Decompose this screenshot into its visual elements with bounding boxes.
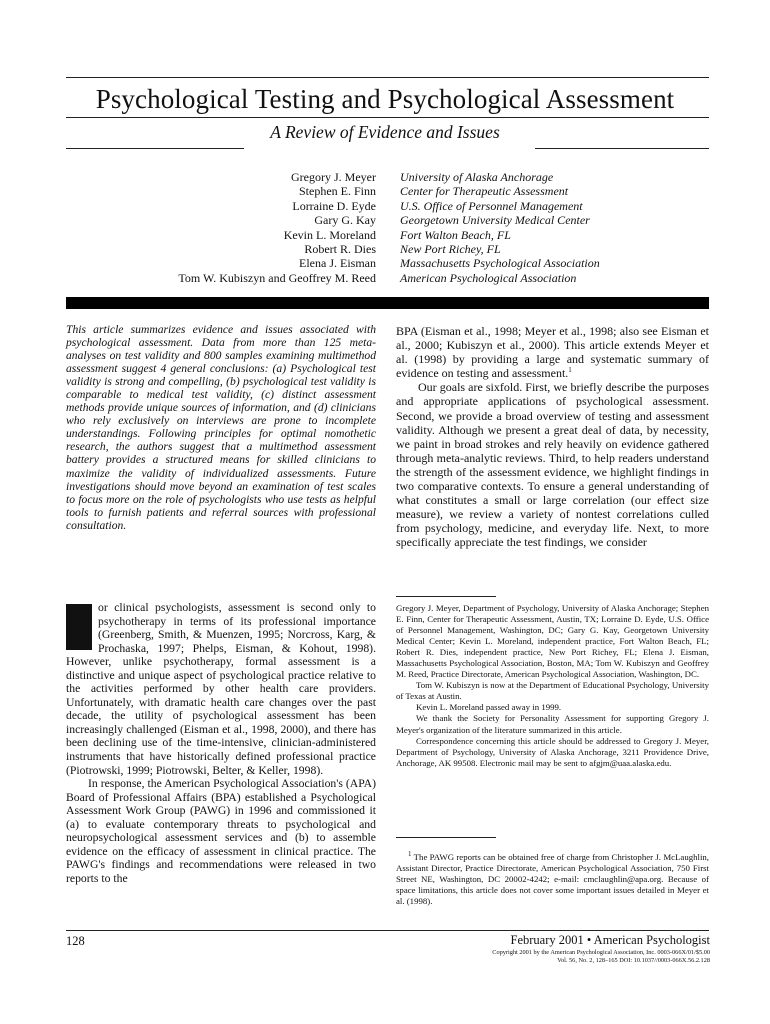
author-notes-separator <box>396 596 496 597</box>
affiliation: American Psychological Association <box>400 270 577 285</box>
footnote-text: The PAWG reports can be obtained free of charge from Christopher J. McLaughlin, Assistant Director, Practice Directorate, American Psychological Association, 750 First Street NE, Washington, DC 20002-4242; e-mail: cmclaughlin@apa.org. Because of space limitations, this article does not cover some important issues detailed in Meyer et al. (1998). <box>396 851 710 906</box>
author-note: Correspondence concerning this article should be addressed to Gregory J. Meyer, Department of Psychology, University of Alaska Anchorage, 3211 Providence Drive, Anchorage, AK 99508. Electronic mail may be sent to afgjm@uaa.alaska.edu. <box>396 735 709 768</box>
body-paragraph: or clinical psychologists, assessment is second only to psychotherapy in terms of its professional importance (Greenberg, Smith, & Muenzen, 1995; Norcross, Karg, & Prochaska, 1997; Phelps, Eisman, & Kohout, 1998). However, unlike psychotherapy, formal assessment is a distinctive and unique aspect of psychological practice relative to the activities performed by other health care providers. Unfortunately, with dramatic health care changes over the past decade, the utility of psychological assessment has been increasingly challenged (Eisman et al., 1998, 2000), and there has been declining use of the time-intensive, clinician-administered instruments that have historically defined professional practice (Piotrowski, 1999; Piotrowski, Belter, & Keller, 1998). <box>66 601 376 777</box>
body-paragraph: In response, the American Psychological Association's (APA) Board of Professional Affairs (BPA) established a Psychological Assessment Work Group (PAWG) in 1996 and commissioned it (a) to evaluate contemporary threats to psychological and neuropsychological assessment services and (b) to assemble evidence on the efficacy of assessment in clinical practice. The PAWG's findings and recommendations were released in two reports to the <box>66 777 376 885</box>
left-column-text <box>66 601 376 885</box>
affiliation: Fort Walton Beach, FL <box>400 227 511 242</box>
subtitle-left-rule <box>66 148 244 149</box>
author-note: Tom W. Kubiszyn is now at the Department of Educational Psychology, University of Texas at Austin. <box>396 680 709 702</box>
author-name: Gary G. Kay <box>314 213 376 228</box>
footnote <box>396 843 709 916</box>
footnote-number: 1 <box>408 849 412 858</box>
affiliation: University of Alaska Anchorage <box>400 170 554 184</box>
footer-rule <box>66 930 709 931</box>
affiliation: Center for Therapeutic Assessment <box>400 184 569 199</box>
affiliation: Massachusetts Psychological Association <box>400 256 600 271</box>
author-name: Elena J. Eisman <box>299 256 376 271</box>
footnote-marker: 1 <box>568 366 572 375</box>
abstract: This article summarizes evidence and issues associated with psychological assessment. Data from more than 125 meta-analyses on test validity and 800 samples examining multimethod assessment suggest 4 general conclusions: (a) Psychological test validity is strong and compelling, (b) psychological test validity is comparable to medical test validity, (c) distinct assessment methods provide unique sources of information, and (d) clinicians who rely exclusively on interviews are prone to incomplete understandings. Following principles for optimal nomothetic research, the authors suggest that a multimethod assessment battery provides a structured means for skilled clinicians to maximize the validity of individualized assessments. Future investigations should move beyond an examination of test scales to focus more on the role of psychologists who use tests as helpful tools to furnish patients and referral sources with professional consultation. <box>66 323 376 532</box>
author-notes <box>396 603 709 769</box>
footnote-paragraph <box>396 849 710 907</box>
drop-cap-letter <box>66 601 67 602</box>
author-name: Tom W. Kubiszyn and Geoffrey M. Reed <box>178 270 376 285</box>
article-subtitle: A Review of Evidence and Issues <box>270 122 500 142</box>
author-note: Gregory J. Meyer, Department of Psychology, University of Alaska Anchorage; Stephen E. Finn, Center for Therapeutic Assessment, Austin, TX; Lorraine D. Eyde, U.S. Office of Personnel Management, Washington, DC; Gary G. Kay, Georgetown University Medical Center; Kevin L. Moreland, independent practice, Fort Walton Beach, FL; Robert R. Dies, independent practice, New Port Richey, FL; Elena J. Eisman, Massachusetts Psychological Association, Boston, MA; Tom W. Kubiszyn and Geoffrey M. Reed, Practice Directorate, American Psychological Association, Washington, DC. <box>396 603 709 680</box>
author-note: We thank the Society for Personality Assessment for supporting Gregory J. Meyer's organization of the literature summarized in this article. <box>396 713 709 735</box>
footnote-separator <box>396 837 496 838</box>
author-note: Kevin L. Moreland passed away in 1999. <box>416 702 562 713</box>
right-column-text <box>396 324 709 550</box>
copyright-line: Vol. 56, No. 2, 128–165 DOI: 10.1037//0003-066X.56.2.128 <box>557 957 710 964</box>
page-number: 128 <box>66 934 85 948</box>
title-bottom-rule <box>66 117 709 118</box>
author-name: Stephen E. Finn <box>299 184 376 199</box>
affiliation: New Port Richey, FL <box>400 242 501 257</box>
body-paragraph: Our goals are sixfold. First, we briefly describe the purposes and appropriate applications of psychological assessment. Second, we provide a broad overview of testing and assessment validity. Although we present a great deal of data, by necessity, we paint in broad strokes and rely heavily on evidence gathered through meta-analytic reviews. Third, to help readers understand the strength of the assessment evidence, we highlight findings in two comparative contexts. To ensure a general understanding of what constitutes a small or large correlation (our effect size measure), we review a variety of nontest correlations culled from psychology, medicine, and everyday life. Next, to more specifically appreciate the test findings, we consider <box>396 380 709 550</box>
journal-issue: February 2001 • American Psychologist <box>510 933 710 947</box>
affiliation-list <box>400 170 700 285</box>
affiliation: U.S. Office of Personnel Management <box>400 198 583 213</box>
affiliation: Georgetown University Medical Center <box>400 213 590 228</box>
paragraph-text: BPA (Eisman et al., 1998; Meyer et al., 1998; also see Eisman et al., 2000; Kubiszyn et al., 2000). This article extends Meyer et al. (1998) by providing a large and systematic summary of evidence on testing and assessment. <box>396 324 709 381</box>
article-title: Psychological Testing and Psychological Assessment <box>95 84 675 114</box>
author-list <box>120 170 376 285</box>
drop-cap <box>66 604 92 650</box>
copyright-notice <box>492 949 710 965</box>
author-name: Lorraine D. Eyde <box>292 198 376 213</box>
body-paragraph <box>396 324 709 380</box>
title-top-rule <box>66 77 709 78</box>
author-name: Gregory J. Meyer <box>291 170 376 184</box>
section-divider-bar <box>66 297 709 309</box>
subtitle-right-rule <box>535 148 709 149</box>
author-name: Robert R. Dies <box>304 242 376 257</box>
copyright-line: Copyright 2001 by the American Psychological Association, Inc. 0003-066X/01/$5.00 <box>492 949 710 956</box>
author-name: Kevin L. Moreland <box>283 227 376 242</box>
